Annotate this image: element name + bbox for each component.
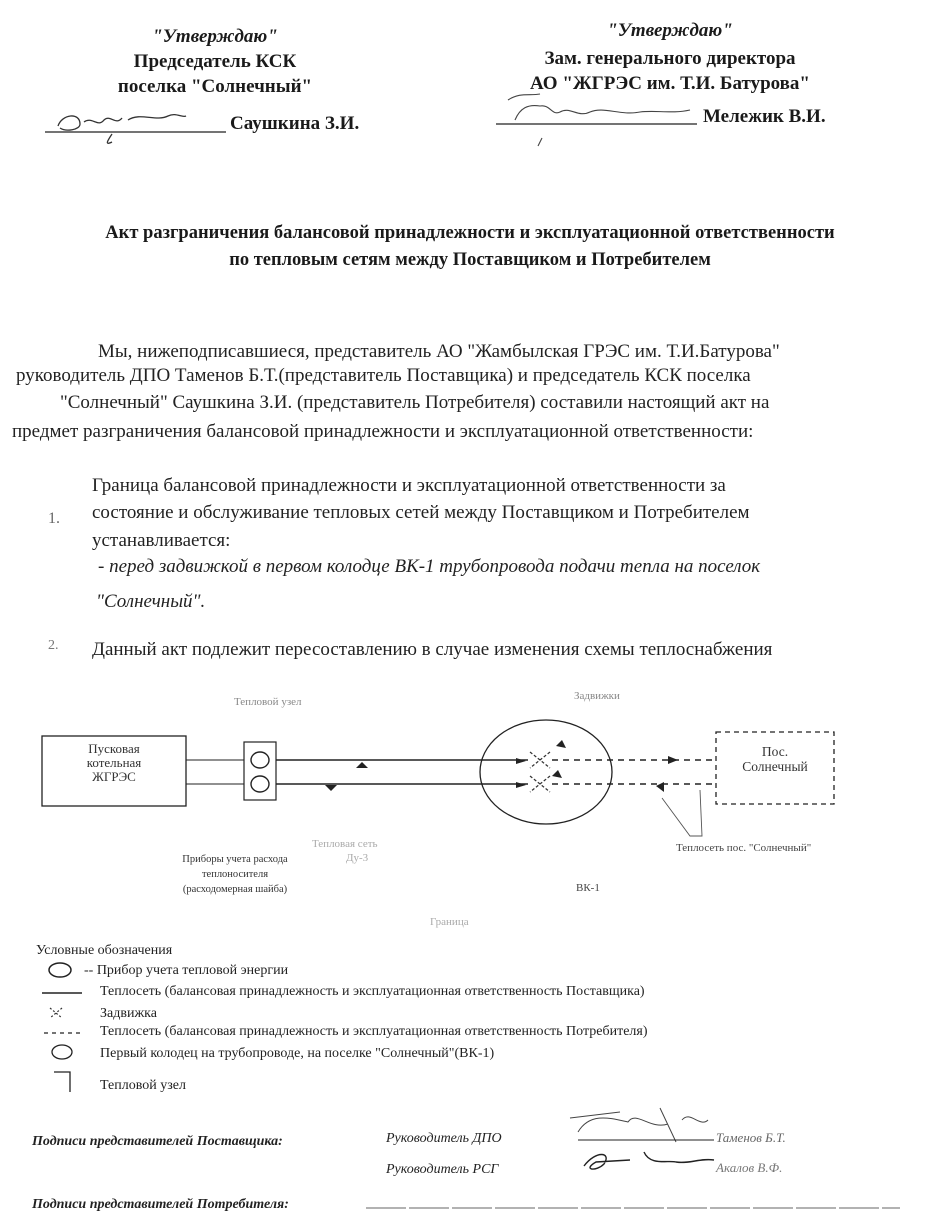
right-signature-icon (508, 94, 690, 146)
approval-right-heading: "Утверждаю" (607, 20, 733, 41)
boiler-label (42, 742, 186, 784)
label-heat-node: Тепловой узел (234, 696, 302, 708)
label-vk1: ВК-1 (576, 882, 600, 894)
item-1-line-3: устанавливается: (92, 530, 231, 551)
legend-meter-icon (49, 963, 71, 977)
item-1-detail-2: "Солнечный". (96, 591, 206, 612)
consumer-network-leader (662, 790, 702, 836)
heat-meter-icon-2 (251, 776, 269, 792)
legend-item-consumer-network: Теплосеть (балансовая принадлежность и эксплуатационная ответственность Потребителя) (100, 1024, 648, 1039)
title-line-2: по тепловым сетям между Поставщиком и Потребителем (229, 250, 711, 270)
left-signature-icon (58, 115, 186, 144)
label-valves: Задвижки (574, 690, 620, 702)
flow-arrow-5 (668, 756, 678, 764)
legend-item-meter: -- Прибор учета тепловой энергии (84, 963, 289, 978)
item-1-number: 1. (48, 510, 60, 527)
approval-right-organization: АО "ЖГРЭС им. Т.И. Батурова" (530, 73, 810, 94)
boiler-label-1: Пусковая (88, 741, 140, 756)
legend-heat-node-icon (54, 1072, 70, 1092)
flow-arrow-6 (656, 782, 664, 792)
approval-left-organization: поселка "Солнечный" (117, 76, 313, 97)
flow-arrow-2 (325, 785, 337, 791)
valve-icons (530, 752, 550, 792)
settlement-label-2: Солнечный (742, 759, 808, 774)
valve-arrow-2 (552, 770, 562, 778)
supplier-role-2: Руководитель РСГ (386, 1162, 499, 1177)
valve-arrow-1 (556, 740, 566, 748)
legend-item-chamber: Первый колодец на трубопроводе, на поселке "Солнечный"(ВК-1) (100, 1046, 495, 1061)
intro-line-1: Мы, нижеподписавшиеся, представитель АО "Жамбылская ГРЭС им. Т.И.Батурова" (98, 341, 780, 362)
consumer-signatures-label: Подписи представителей Потребителя: (32, 1197, 289, 1212)
boiler-label-3: ЖГРЭС (92, 769, 136, 784)
approval-right-position: Зам. генерального директора (544, 48, 796, 69)
title-line-1: Акт разграничения балансовой принадлежности и эксплуатационной ответственности (105, 223, 835, 243)
legend-item-heat-node: Тепловой узел (100, 1078, 186, 1093)
supplier-name-1: Таменов Б.Т. (716, 1130, 786, 1145)
legend-item-valve: Задвижка (100, 1006, 157, 1021)
supplier-signatures-label: Подписи представителей Поставщика: (32, 1134, 283, 1149)
label-dn: Ду-3 (346, 852, 369, 864)
intro-line-3: "Солнечный" Саушкина З.И. (представитель Потребителя) составили настоящий акт на (60, 392, 770, 413)
item-1-detail-1: - перед задвижкой в первом колодце ВК-1 трубопровода подачи тепла на поселок (98, 556, 761, 577)
chamber-vk1-icon (480, 720, 612, 824)
boiler-label-2: котельная (86, 755, 142, 770)
flow-arrow-1 (356, 762, 368, 768)
legend-chamber-icon (52, 1045, 72, 1059)
legend-valve-icon (50, 1008, 62, 1018)
heat-meter-icon-1 (251, 752, 269, 768)
legend-item-supplier-network: Теплосеть (балансовая принадлежность и эксплуатационная ответственность Поставщика) (100, 984, 645, 999)
label-meters (166, 852, 304, 897)
approval-left-position: Председатель КСК (133, 51, 297, 72)
flow-arrow-3 (516, 758, 526, 764)
label-heat-network: Тепловая сеть (312, 838, 378, 850)
item-1-line-1: Граница балансовой принадлежности и эксплуатационной ответственности за (92, 475, 726, 496)
supplier-signature-icon-1 (570, 1108, 708, 1142)
label-meters-3: (расходомерная шайба) (182, 884, 288, 895)
intro-line-2: руководитель ДПО Таменов Б.Т.(представитель Поставщика) и председатель КСК поселка (16, 365, 751, 386)
settlement-label (716, 744, 834, 774)
approval-left-heading: "Утверждаю" (152, 26, 278, 47)
settlement-label-1: Пос. (761, 744, 789, 759)
supplier-name-2: Акалов В.Ф. (716, 1160, 783, 1175)
item-2-line-1: Данный акт подлежит пересоставлению в случае изменения схемы теплоснабжения (92, 639, 773, 660)
intro-line-4: предмет разграничения балансовой принадлежности и эксплуатационной ответственности: (12, 421, 754, 442)
label-meters-2: теплоносителя (201, 869, 269, 880)
legend-title: Условные обозначения (36, 943, 173, 958)
supplier-signature-icon-2 (584, 1152, 714, 1169)
flow-arrow-4 (516, 782, 526, 788)
approval-right-signer: Мележик В.И. (703, 106, 826, 127)
item-1-line-2: состояние и обслуживание тепловых сетей между Поставщиком и Потребителем (92, 502, 750, 523)
label-border: Граница (430, 916, 469, 928)
label-consumer-network: Теплосеть пос. "Солнечный" (676, 842, 812, 854)
supplier-role-1: Руководитель ДПО (386, 1131, 502, 1146)
label-meters-1: Приборы учета расхода (182, 854, 288, 865)
approval-left-signer: Саушкина З.И. (230, 113, 360, 134)
item-2-number: 2. (48, 638, 59, 653)
